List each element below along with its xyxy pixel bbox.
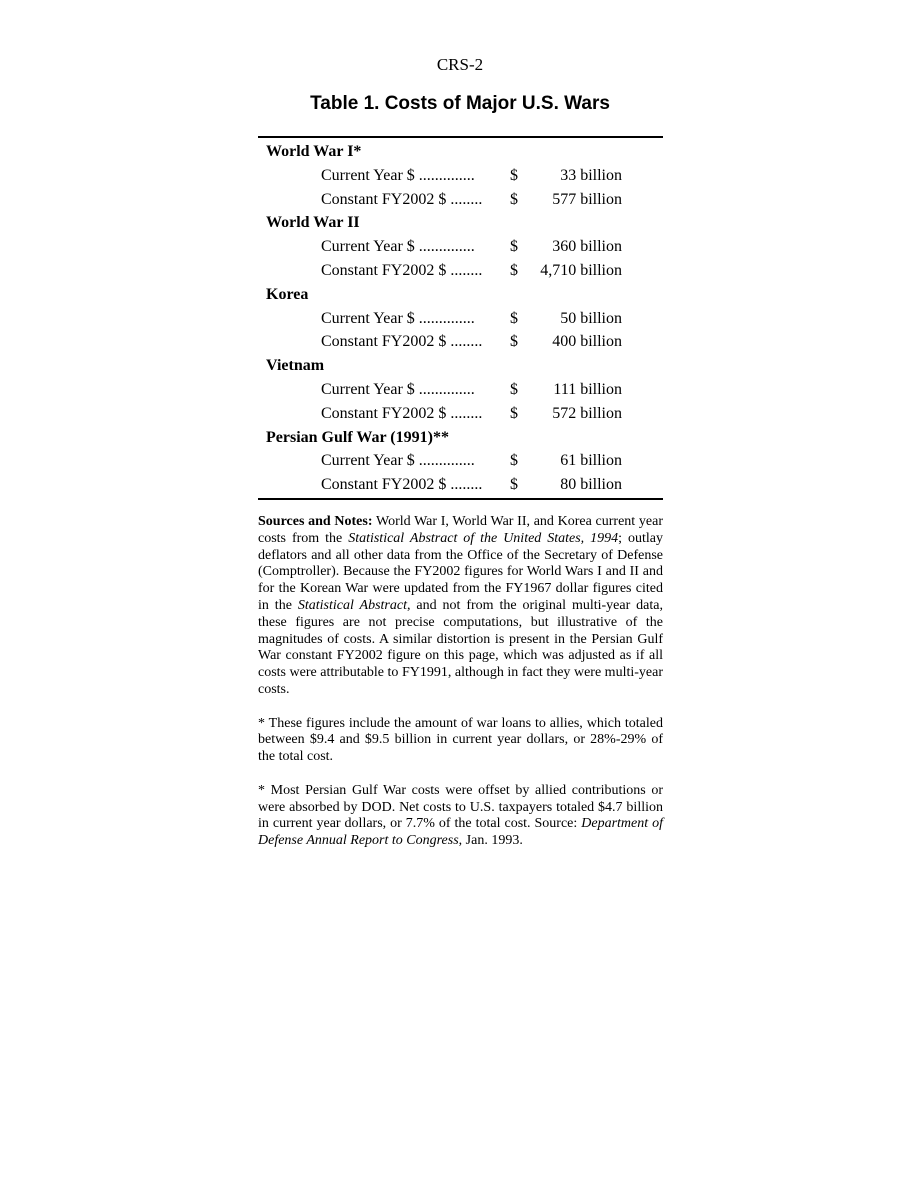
footnote-war-loans: * These figures include the amount of war loans to allies, which totaled between $9.4 and $9.5 billion in current year dollars, or 28%-29% of the total cost.	[258, 715, 663, 765]
table-row	[258, 330, 663, 354]
war-heading: Persian Gulf War (1991)**	[266, 428, 449, 446]
amount-value: 111 billion	[553, 380, 622, 398]
table-row	[258, 449, 663, 473]
row-label: Constant FY2002 $ ........	[321, 404, 483, 422]
amount-value: 80 billion	[560, 476, 622, 494]
dollar-sign: $	[510, 452, 518, 470]
table-row	[258, 473, 663, 497]
table-row	[258, 402, 663, 426]
row-label: Constant FY2002 $ ........	[321, 333, 483, 351]
war-heading: Vietnam	[266, 357, 325, 375]
table-row	[258, 188, 663, 212]
row-label: Current Year $ ..............	[321, 238, 475, 256]
sources-heading: Sources and Notes:	[258, 514, 373, 529]
amount-value: 572 billion	[552, 404, 622, 422]
table-row	[258, 378, 663, 402]
dollar-sign: $	[510, 261, 518, 279]
dollar-sign: $	[510, 404, 518, 422]
table-row	[258, 307, 663, 331]
sources-and-notes-paragraph	[258, 514, 663, 699]
war-heading: World War I*	[266, 143, 362, 160]
amount-value: 360 billion	[552, 238, 622, 256]
row-label: Constant FY2002 $ ........	[321, 476, 483, 494]
notes-citation: Statistical Abstract of the United States, 1994	[348, 530, 619, 546]
amount-value: 33 billion	[560, 166, 622, 184]
notes-text: , and not from the original multi-year data, these figures are not precise computations, but illustrative of the magnitudes of costs. A similar distortion is present in the Persian Gulf War constant FY2002 figure on this page, which was adjusted as if all costs were attributable to FY1991, although in fact they were multi-year costs.	[258, 597, 663, 697]
table-row	[258, 235, 663, 259]
dollar-sign: $	[510, 166, 518, 184]
amount-value: 577 billion	[552, 190, 622, 208]
footnote-text: * Most Persian Gulf War costs were offset by allied contributions or were absorbed by DOD. Net costs to U.S. taxpayers totaled $4.7 billion in current year dollars, or 7.7% of the total cost. Source:	[258, 782, 663, 832]
row-label: Current Year $ ..............	[321, 309, 475, 327]
dollar-sign: $	[510, 190, 518, 208]
table-row	[258, 259, 663, 283]
dollar-sign: $	[510, 380, 518, 398]
row-label: Constant FY2002 $ ........	[321, 190, 483, 208]
notes-text: World War I, World War II, and Korea current year costs from the	[258, 514, 663, 546]
war-costs-table	[258, 136, 663, 500]
notes-citation: Statistical Abstract	[297, 597, 407, 613]
amount-value: 400 billion	[552, 333, 622, 351]
page-header: CRS-2	[436, 55, 484, 74]
footnote-citation: Department of Defense Annual Report to Congress	[258, 816, 664, 849]
table-title: Table 1. Costs of Major U.S. Wars	[310, 93, 610, 114]
row-label: Current Year $ ..............	[321, 166, 475, 184]
footnote-text: , Jan. 1993.	[458, 833, 523, 849]
amount-value: 4,710 billion	[540, 261, 622, 279]
notes-text: ; outlay deflators and all other data from the Office of the Secretary of Defense (Comptroller). Because the FY2002 figures for World Wars I and II and for the Korean War were updated from the FY1967 dollar figures cited in the	[258, 530, 663, 613]
table-row	[258, 164, 663, 188]
dollar-sign: $	[510, 333, 518, 351]
footnote-persian-gulf	[258, 783, 663, 850]
dollar-sign: $	[510, 476, 518, 494]
row-label: Constant FY2002 $ ........	[321, 261, 483, 279]
dollar-sign: $	[510, 309, 518, 327]
dollar-sign: $	[510, 238, 518, 256]
table-notes	[258, 514, 663, 867]
row-label: Current Year $ ..............	[321, 380, 475, 398]
row-label: Current Year $ ..............	[321, 452, 475, 470]
amount-value: 61 billion	[560, 452, 622, 470]
amount-value: 50 billion	[560, 309, 622, 327]
war-heading: World War II	[266, 214, 360, 232]
war-heading: Korea	[266, 285, 309, 303]
